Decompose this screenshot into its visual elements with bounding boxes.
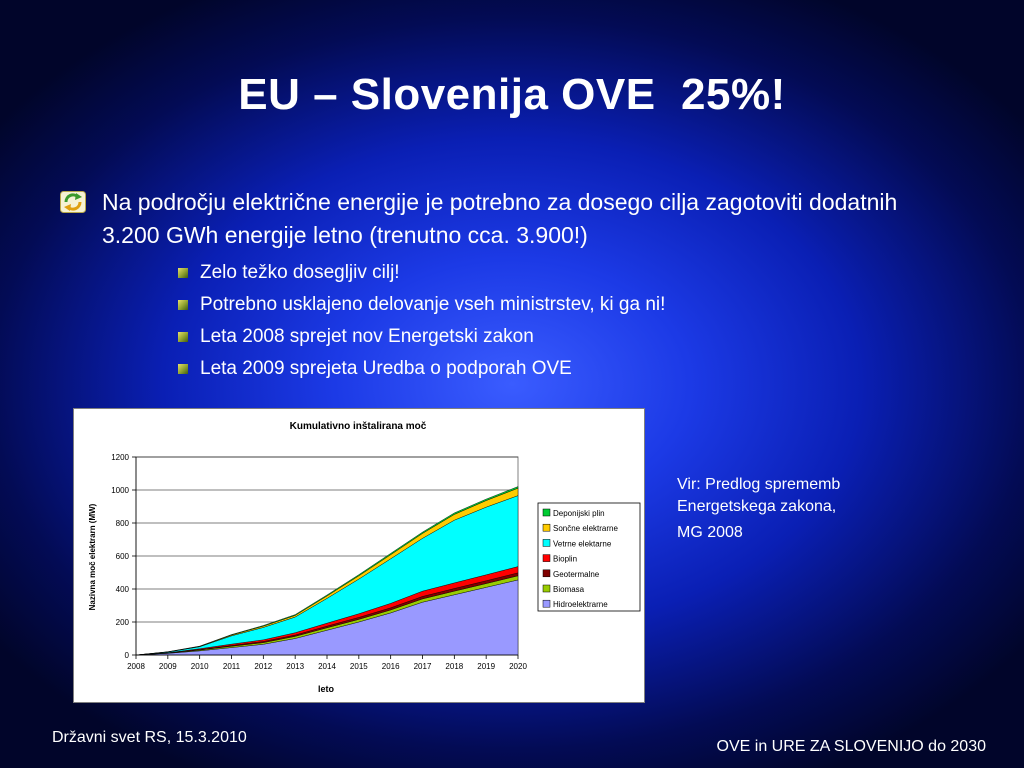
chart-container (73, 408, 645, 703)
x-tick-label: 2015 (349, 662, 368, 671)
y-tick-label: 200 (115, 618, 129, 627)
y-tick-label: 1000 (111, 486, 129, 495)
x-axis-label: leto (317, 684, 335, 694)
source-line: MG 2008 (677, 524, 743, 541)
legend-swatch (543, 555, 550, 562)
x-tick-label: 2018 (445, 662, 464, 671)
sub-bullet-list (178, 260, 878, 388)
legend-swatch (543, 600, 550, 607)
legend-swatch (543, 585, 550, 592)
sub-bullet-text: Leta 2008 sprejet nov Energetski zakon (200, 326, 534, 347)
sub-bullet-text: Potrebno usklajeno delovanje vseh ministrstev, ki ga ni! (200, 294, 666, 315)
square-bullet-icon (178, 364, 188, 374)
legend-label: Sončne elektrarne (553, 524, 618, 534)
slide-title: EU – Slovenija OVE 25%! (238, 70, 786, 119)
x-tick-label: 2009 (158, 662, 177, 671)
square-bullet-icon (178, 268, 188, 278)
main-bullet-text: Na področju električne energije je potrebno za dosego cilja zagotoviti dodatnih 3.200 GWh energije letno (trenutno cca. 3.900!) (102, 189, 898, 248)
legend-label: Biomasa (553, 585, 585, 594)
y-tick-label: 0 (124, 651, 129, 660)
x-tick-label: 2019 (477, 662, 496, 671)
recycle-bullet-icon (60, 191, 86, 213)
source-line: Vir: Predlog sprememb (677, 476, 841, 493)
legend-label: Deponijski plin (553, 509, 605, 518)
legend-swatch (543, 539, 550, 546)
x-tick-label: 2011 (222, 662, 241, 671)
legend-label: Bioplin (553, 554, 578, 564)
y-tick-label: 400 (115, 585, 129, 594)
y-axis-label: Nazivna moč elektrarn (MW) (88, 503, 97, 611)
x-tick-label: 2017 (413, 662, 432, 671)
x-tick-label: 2020 (509, 662, 527, 671)
legend-label: Hidroelektrarne (553, 600, 608, 610)
legend-swatch (543, 509, 550, 516)
sub-bullet (178, 292, 878, 324)
stacked-area-chart (74, 409, 644, 702)
legend-swatch (543, 570, 550, 577)
sub-bullet (178, 324, 878, 356)
x-tick-label: 2010 (190, 662, 209, 671)
main-bullet (60, 186, 960, 252)
source-line: Energetskega zakona, (677, 498, 837, 515)
square-bullet-icon (178, 300, 188, 310)
source-note (677, 474, 917, 544)
sub-bullet (178, 260, 878, 292)
x-tick-label: 2013 (286, 662, 305, 671)
x-tick-label: 2012 (254, 662, 273, 671)
legend-label: Geotermalne (553, 569, 600, 579)
x-tick-label: 2016 (381, 662, 400, 671)
legend-swatch (543, 524, 550, 531)
sub-bullet (178, 356, 878, 388)
y-tick-label: 1200 (111, 453, 129, 462)
footer-right: OVE in URE ZA SLOVENIJO do 2030 (716, 738, 986, 755)
x-tick-label: 2014 (318, 662, 336, 671)
y-tick-label: 600 (115, 552, 129, 561)
legend-label: Vetrne elektarne (553, 539, 612, 549)
chart-title: Kumulativno inštalirana moč (289, 421, 427, 432)
y-tick-label: 800 (115, 519, 129, 528)
sub-bullet-text: Zelo težko dosegljiv cilj! (200, 262, 400, 283)
square-bullet-icon (178, 332, 188, 342)
footer-left: Državni svet RS, 15.3.2010 (52, 729, 247, 746)
x-tick-label: 2008 (127, 662, 145, 671)
sub-bullet-text: Leta 2009 sprejeta Uredba o podporah OVE (200, 358, 572, 379)
